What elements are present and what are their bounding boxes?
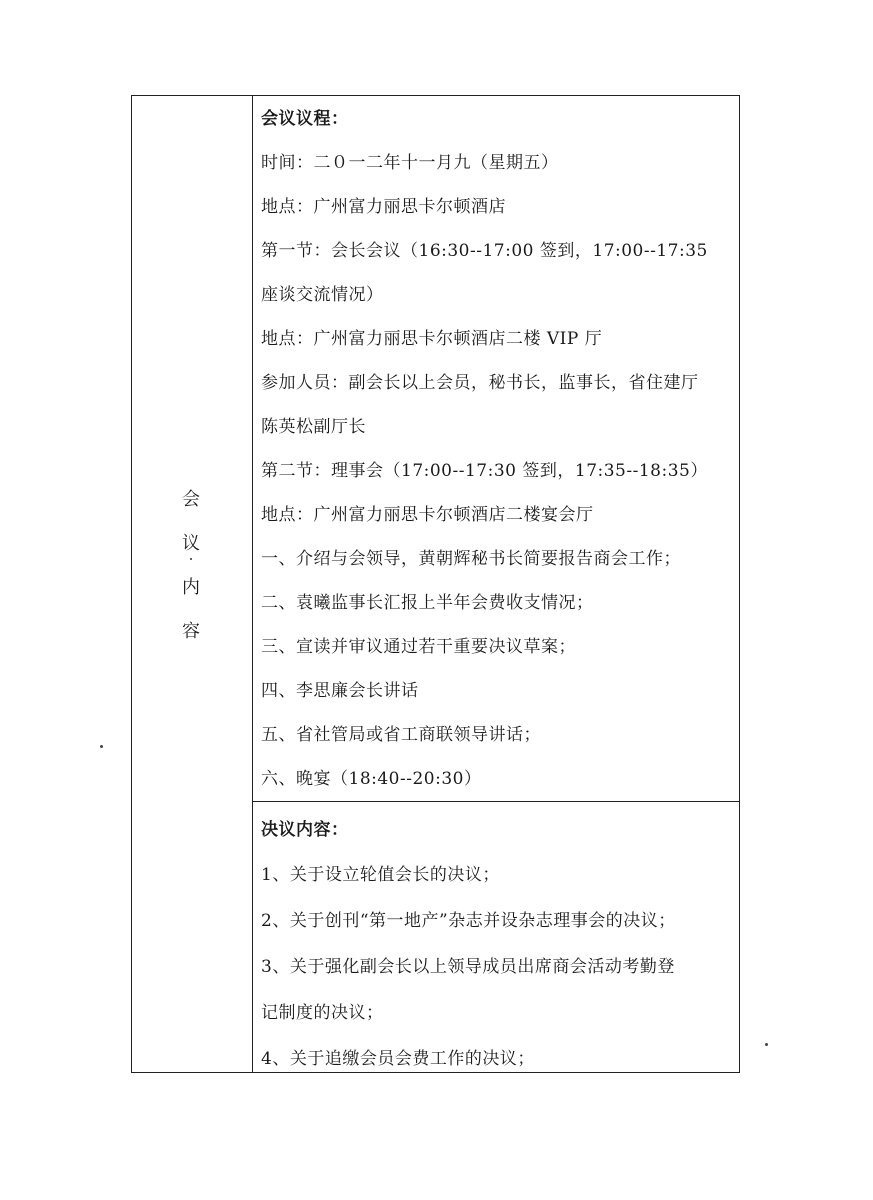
- side-label: [171, 478, 211, 654]
- agenda-section: [261, 97, 733, 801]
- agenda-line: 第一节：会长会议（16:30--17:00 签到，17:00--17:35: [261, 241, 708, 261]
- side-label-char: 内: [182, 577, 200, 598]
- meeting-table: [131, 95, 740, 1073]
- resolutions-section: [261, 808, 733, 1082]
- agenda-line: 三、宣读并审议通过若干重要决议草案；: [261, 637, 576, 657]
- resolution-line: 2、关于创刊“第一地产”杂志并设杂志理事会的决议；: [261, 911, 676, 931]
- resolution-line: 3、关于强化副会长以上领导成员出席商会活动考勤登: [261, 957, 675, 977]
- agenda-line: 地点：广州富力丽思卡尔顿酒店二楼宴会厅: [261, 505, 594, 525]
- agenda-line: 地点：广州富力丽思卡尔顿酒店二楼 VIP 厅: [261, 329, 603, 349]
- agenda-line: 参加人员：副会长以上会员，秘书长，监事长，省住建厅: [261, 373, 699, 393]
- side-label-dot: [190, 558, 192, 560]
- agenda-line: 时间：二０一二年十一月九（星期五）: [261, 153, 559, 173]
- resolution-line: 1、关于设立轮值会长的决议；: [261, 865, 500, 885]
- resolutions-heading: 决议内容：: [261, 820, 349, 840]
- agenda-line: 五、省社管局或省工商联领导讲话；: [261, 725, 541, 745]
- scan-speck: [100, 745, 103, 748]
- resolution-line: 4、关于追缴会员会费工作的决议；: [261, 1049, 535, 1069]
- agenda-line: 二、袁曦监事长汇报上半年会费收支情况；: [261, 593, 594, 613]
- agenda-line: 第二节：理事会（17:00--17:30 签到，17:35--18:35）: [261, 461, 708, 481]
- agenda-line: 陈英松副厅长: [261, 417, 366, 437]
- agenda-line: 一、介绍与会领导，黄朝辉秘书长简要报告商会工作；: [261, 549, 681, 569]
- column-divider: [252, 95, 253, 1073]
- agenda-line: 四、李思廉会长讲话: [261, 681, 419, 701]
- row-divider: [252, 801, 740, 802]
- resolution-line: 记制度的决议；: [261, 1003, 384, 1023]
- agenda-heading: 会议议程：: [261, 109, 349, 129]
- side-label-char: 容: [182, 621, 200, 642]
- side-label-char: 议: [182, 533, 200, 554]
- agenda-line: 地点：广州富力丽思卡尔顿酒店: [261, 197, 506, 217]
- agenda-line: 座谈交流情况）: [261, 285, 384, 305]
- agenda-line: 六、晚宴（18:40--20:30）: [261, 769, 482, 789]
- scan-speck: [765, 1043, 768, 1046]
- side-label-char: 会: [182, 489, 200, 510]
